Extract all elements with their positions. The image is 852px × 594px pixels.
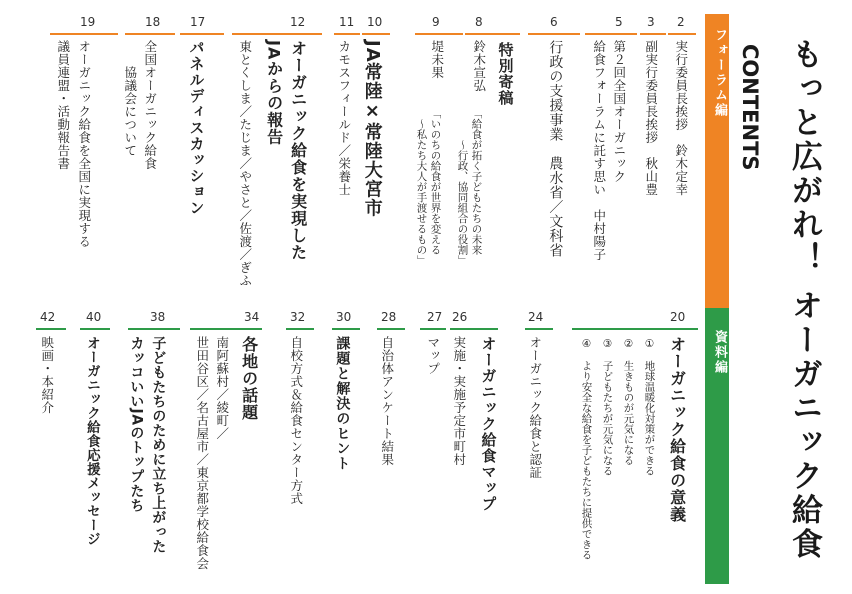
page-number: 8 — [475, 15, 483, 29]
entry-title: 子どもたちのために立ち上がった — [150, 336, 167, 554]
page-number: 34 — [244, 310, 260, 324]
page-number: 12 — [290, 15, 306, 29]
page-number: 40 — [86, 310, 102, 324]
page-number: 28 — [381, 310, 397, 324]
page-number: 5 — [615, 15, 623, 29]
entry-subtitle: 世田谷区／名古屋市／東京都学校給食会 — [194, 336, 210, 570]
entry-rule — [125, 33, 175, 35]
page-number: 30 — [336, 310, 352, 324]
entry-title: 副実行委員長挨拶 秋山豊 — [643, 40, 659, 196]
entry-rule — [450, 328, 498, 330]
materials-section-band — [705, 308, 729, 584]
entry-title: 実行委員長挨拶 鈴木定幸 — [673, 40, 689, 196]
author-name: 鈴木宣弘 — [471, 40, 487, 92]
entry-rule — [525, 328, 553, 330]
entry-subtitle: 南阿蘇村／綾町／ — [214, 336, 230, 440]
entry-subtitle: 「給食が拓く子どもたちの未来 — [470, 108, 483, 255]
page-number: 6 — [550, 15, 558, 29]
entry-rule — [180, 33, 224, 35]
contents-label: CONTENTS — [738, 44, 762, 171]
entry-rule — [415, 33, 463, 35]
materials-section-label: 資料編 — [712, 330, 727, 375]
entry-title: オーガニック給食を実現した — [288, 40, 308, 261]
entry-title: 課題と解決のヒント — [334, 336, 351, 471]
forum-section-label: フォーラム編 — [712, 28, 727, 118]
entry-title: オーガニック給食の意義 — [667, 336, 687, 523]
entry-title: 自治体アンケート結果 — [379, 336, 395, 466]
page-number: 11 — [339, 15, 355, 29]
entry-title: 議員連盟・活動報告書 — [55, 40, 71, 170]
entry-title: 各地の話題 — [239, 336, 259, 421]
list-item: ② 生きものが元気になる — [622, 338, 635, 466]
entry-rule — [334, 33, 360, 35]
page-number: 24 — [528, 310, 544, 324]
entry-title: オーガニック給食マップ — [479, 336, 498, 512]
entry-title: JAからの報告 — [264, 40, 284, 146]
entry-subtitle: 東とくしま／たじま／やさと／佐渡／ぎふ — [237, 40, 253, 287]
page-number: 20 — [670, 310, 686, 324]
author-name: 堤未果 — [429, 40, 445, 79]
page-number: 38 — [150, 310, 166, 324]
entry-rule — [585, 33, 637, 35]
entry-subtitle: 実施・実施予定市町村 — [451, 336, 467, 466]
entry-subtitle: ～私たち大人が手渡せるもの」 — [415, 108, 428, 266]
page-number: 3 — [647, 15, 655, 29]
entry-rule — [232, 33, 322, 35]
page-number: 17 — [190, 15, 206, 29]
list-item: ④ より安全な給食を子どもたちに提供できる — [580, 338, 593, 560]
entry-rule — [286, 328, 314, 330]
page-number: 2 — [677, 15, 685, 29]
entry-rule — [128, 328, 180, 330]
entry-subtitle: ～行政、協同組合の役割」 — [456, 108, 469, 266]
entry-title: 行政の支援事業 農水省／文科省 — [547, 40, 564, 258]
entry-rule — [572, 328, 698, 330]
entry-title: 自校方式＆給食センター方式 — [288, 336, 304, 505]
entry-title: 協議会について — [122, 40, 138, 157]
entry-title: パネルディスカッション — [187, 40, 206, 216]
entry-rule — [36, 328, 66, 330]
entry-rule — [80, 328, 110, 330]
entry-title: JA常陸×常陸大宮市 — [361, 40, 383, 218]
page-number: 27 — [427, 310, 443, 324]
entry-rule — [332, 328, 360, 330]
entry-rule — [528, 33, 580, 35]
entry-rule — [50, 33, 118, 35]
entry-rule — [640, 33, 666, 35]
page-title: もっと広がれ！ オーガニック給食 — [786, 38, 822, 562]
entry-title: 全国オーガニック給食 — [142, 40, 158, 170]
entry-title: 第２回全国オーガニック — [611, 40, 627, 183]
entry-subtitle: 「いのちの給食が世界を変える — [429, 108, 442, 255]
entry-rule — [377, 328, 405, 330]
entry-title: オーガニック給食を全国に実現する — [76, 40, 92, 248]
entry-title: オーガニック給食と認証 — [527, 336, 543, 479]
page-number: 26 — [452, 310, 468, 324]
page-number: 9 — [432, 15, 440, 29]
entry-title: マップ — [425, 336, 441, 375]
entry-rule — [465, 33, 520, 35]
forum-section-band — [705, 14, 729, 308]
entry-title: カモスフィールド／栄養士 — [336, 40, 352, 196]
entry-title: 映画・本紹介 — [39, 336, 55, 414]
page-number: 42 — [40, 310, 56, 324]
page-number: 19 — [80, 15, 96, 29]
entry-rule — [362, 33, 390, 35]
page-number: 18 — [145, 15, 161, 29]
page-number: 10 — [367, 15, 383, 29]
page-number: 32 — [290, 310, 306, 324]
entry-rule — [190, 328, 262, 330]
entry-rule — [668, 33, 696, 35]
entry-title: 給食フォーラムに託す思い 中村陽子 — [591, 40, 607, 261]
list-item: ③ 子どもたちが元気になる — [601, 338, 614, 476]
list-item: ① 地球温暖化対策ができる — [643, 338, 656, 476]
entry-title: オーガニック給食応援メッセージ — [83, 336, 100, 546]
special-contribution-heading: 特別寄稿 — [496, 42, 515, 106]
entry-title: カッコいいJAのトップたち — [128, 336, 145, 513]
entry-rule — [420, 328, 446, 330]
